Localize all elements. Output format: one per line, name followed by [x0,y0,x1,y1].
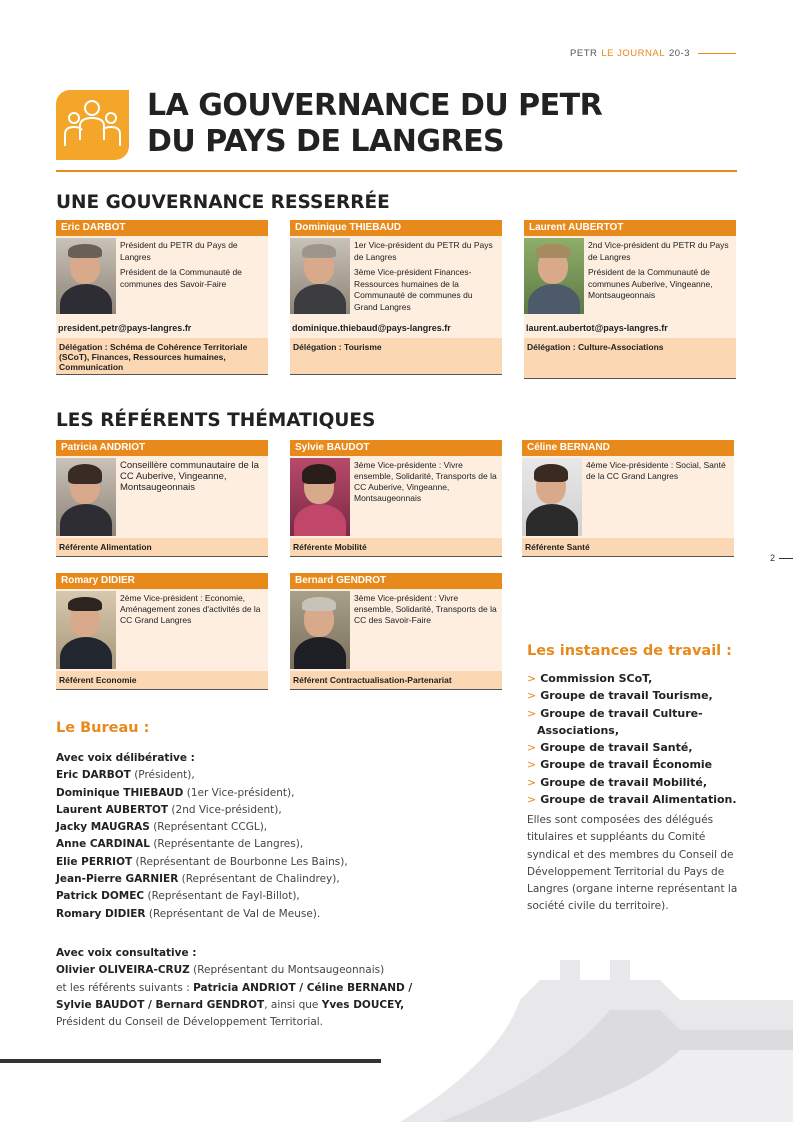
journal-header [570,48,736,59]
card-desc-1: 1er Vice-président du PETR du Pays de Langres [354,240,493,262]
gov-card [290,220,502,375]
card-body [290,456,502,538]
card-description: 2ème Vice-président : Economie, Aménagement zones d'activités de la CC Grand Langres [120,593,261,625]
member-line: Dominique THIEBAUD (1er Vice-président), [56,786,295,799]
card-name: Céline BERNAND [522,440,734,456]
card-role: Référente Mobilité [290,538,502,557]
card-description: 3ème Vice-présidente : Vivre ensemble, Solidarité, Transports de la CC Auberive, Vingeanne, Montsaugeonnais [354,460,497,503]
member-line: Anne CARDINAL (Représentante de Langres), [56,838,304,851]
page-title [147,88,602,160]
list-item: > Groupe de travail Économie [527,758,713,772]
card-description: 4ème Vice-présidente : Social, Santé de la CC Grand Langres [586,460,726,481]
card-description [120,240,264,294]
member-line: Romary DIDIER (Représentant de Val de Meuse). [56,907,321,920]
card-description: Conseillère communautaire de la CC Auberive, Vingeanne, Montsaugeonnais [120,460,259,493]
footer-bar [0,1059,381,1063]
member-line: Eric DARBOT (Président), [56,769,195,782]
portrait-photo [290,591,350,669]
card-body [522,456,734,538]
consult-line-4: Président du Conseil de Développement Territorial. [56,1016,324,1029]
header-prefix: PETR [570,48,598,59]
card-role: Référente Santé [522,538,734,557]
card-name: Sylvie BAUDOT [290,440,502,456]
card-name: Eric DARBOT [56,220,268,236]
card-body [524,236,736,338]
referent-card [522,440,734,557]
portrait-photo [56,238,116,314]
bureau-deliberative [56,750,496,923]
title-line-1: LA GOUVERNANCE DU PETR [147,88,603,123]
card-delegation: Délégation : Tourisme [290,338,502,375]
card-email[interactable]: dominique.thiebaud@pays-langres.fr [292,323,451,333]
member-line: Patrick DOMEC (Représentant de Fayl-Billot), [56,890,300,903]
member-line: Laurent AUBERTOT (2nd Vice-président), [56,803,282,816]
member-line: Jean-Pierre GARNIER (Représentant de Chalindrey), [56,873,340,886]
card-body [290,236,502,338]
card-role: Référent Contractualisation-Partenariat [290,671,502,690]
people-icon [56,90,129,160]
card-body [290,589,502,671]
section-referents-heading: LES RÉFÉRENTS THÉMATIQUES [56,410,376,431]
referent-card [56,440,268,557]
instances-title: Les instances de travail : [527,643,732,659]
card-description [354,240,498,317]
card-name: Romary DIDIER [56,573,268,589]
consult-line-3: Sylvie BAUDOT / Bernard GENDROT, ainsi que Yves DOUCEY, [56,998,405,1011]
card-desc-2: Président de la Communauté de communes Auberive, Vingeanne, Montsaugeonnais [588,267,713,300]
card-delegation: Délégation : Schéma de Cohérence Territoriale (SCoT), Finances, Ressources humaines, Communication [56,338,268,375]
card-name: Dominique THIEBAUD [290,220,502,236]
consult-label: Avec voix consultative : [56,947,197,959]
card-email[interactable]: laurent.aubertot@pays-langres.fr [526,323,668,333]
card-desc-1: Président du PETR du Pays de Langres [120,240,238,262]
delib-label: Avec voix délibérative : [56,752,195,764]
title-divider [56,170,737,172]
header-rule [698,53,736,54]
card-delegation: Délégation : Culture-Associations [524,338,736,379]
portrait-photo [56,591,116,669]
card-email[interactable]: president.petr@pays-langres.fr [58,323,192,333]
card-role: Référent Economie [56,671,268,690]
bureau-title: Le Bureau : [56,720,150,736]
card-desc-1: 2nd Vice-président du PETR du Pays de Langres [588,240,729,262]
card-description: 3ème Vice-président : Vivre ensemble, Solidarité, Transports de la CC des Savoir-Faire [354,593,497,625]
card-role: Référente Alimentation [56,538,268,557]
card-body [56,456,268,538]
title-line-2: DU PAYS DE LANGRES [147,124,505,159]
page-number-value: 2 [769,553,775,563]
card-desc-2: Président de la Communauté de communes des Savoir-Faire [120,267,242,289]
list-item: > Groupe de travail Culture-Associations, [527,706,703,737]
instances-note: Elles sont composées des délégués titulaires et suppléants du Comité syndical et des membres du Conseil de Développement Territorial du Pays de Langres (organe interne représentant la société civile du territoire). [527,814,738,913]
referent-card [290,573,502,690]
card-description [588,240,732,306]
card-body [56,589,268,671]
bureau-consultative [56,945,456,1031]
portrait-photo [524,238,584,314]
list-item: > Groupe de travail Tourisme, [527,689,713,703]
portrait-photo [290,238,350,314]
section-gouvernance-heading: UNE GOUVERNANCE RESSERRÉE [56,192,390,213]
portrait-photo [290,458,350,536]
card-name: Laurent AUBERTOT [524,220,736,236]
list-item: > Groupe de travail Santé, [527,741,693,755]
list-item: > Commission SCoT, [527,672,653,685]
portrait-photo [56,458,116,536]
referent-card [290,440,502,557]
consult-line-2: et les référents suivants : Patricia ANDRIOT / Céline BERNAND / [56,981,413,994]
card-desc-2: 3ème Vice-président Finances-Ressources humaines de la Communauté de communes du Grand Langres [354,267,473,312]
card-name: Patricia ANDRIOT [56,440,268,456]
header-issue: 20-3 [668,48,690,59]
list-item: > Groupe de travail Mobilité, [527,775,708,789]
card-body [56,236,268,338]
referent-card [56,573,268,690]
gov-card [56,220,268,375]
portrait-photo [522,458,582,536]
card-name: Bernard GENDROT [290,573,502,589]
instances-list [527,670,737,808]
header-journal: LE JOURNAL [601,48,665,59]
member-line: Jacky MAUGRAS (Représentant CCGL), [56,821,268,834]
member-line: Elie PERRIOT (Représentant de Bourbonne Les Bains), [56,855,348,868]
gov-card [524,220,736,379]
consult-line-1: Olivier OLIVEIRA-CRUZ (Représentant du Montsaugeonnais) [56,964,385,977]
page-number [770,553,793,563]
list-item: > Groupe de travail Alimentation. [527,793,737,807]
